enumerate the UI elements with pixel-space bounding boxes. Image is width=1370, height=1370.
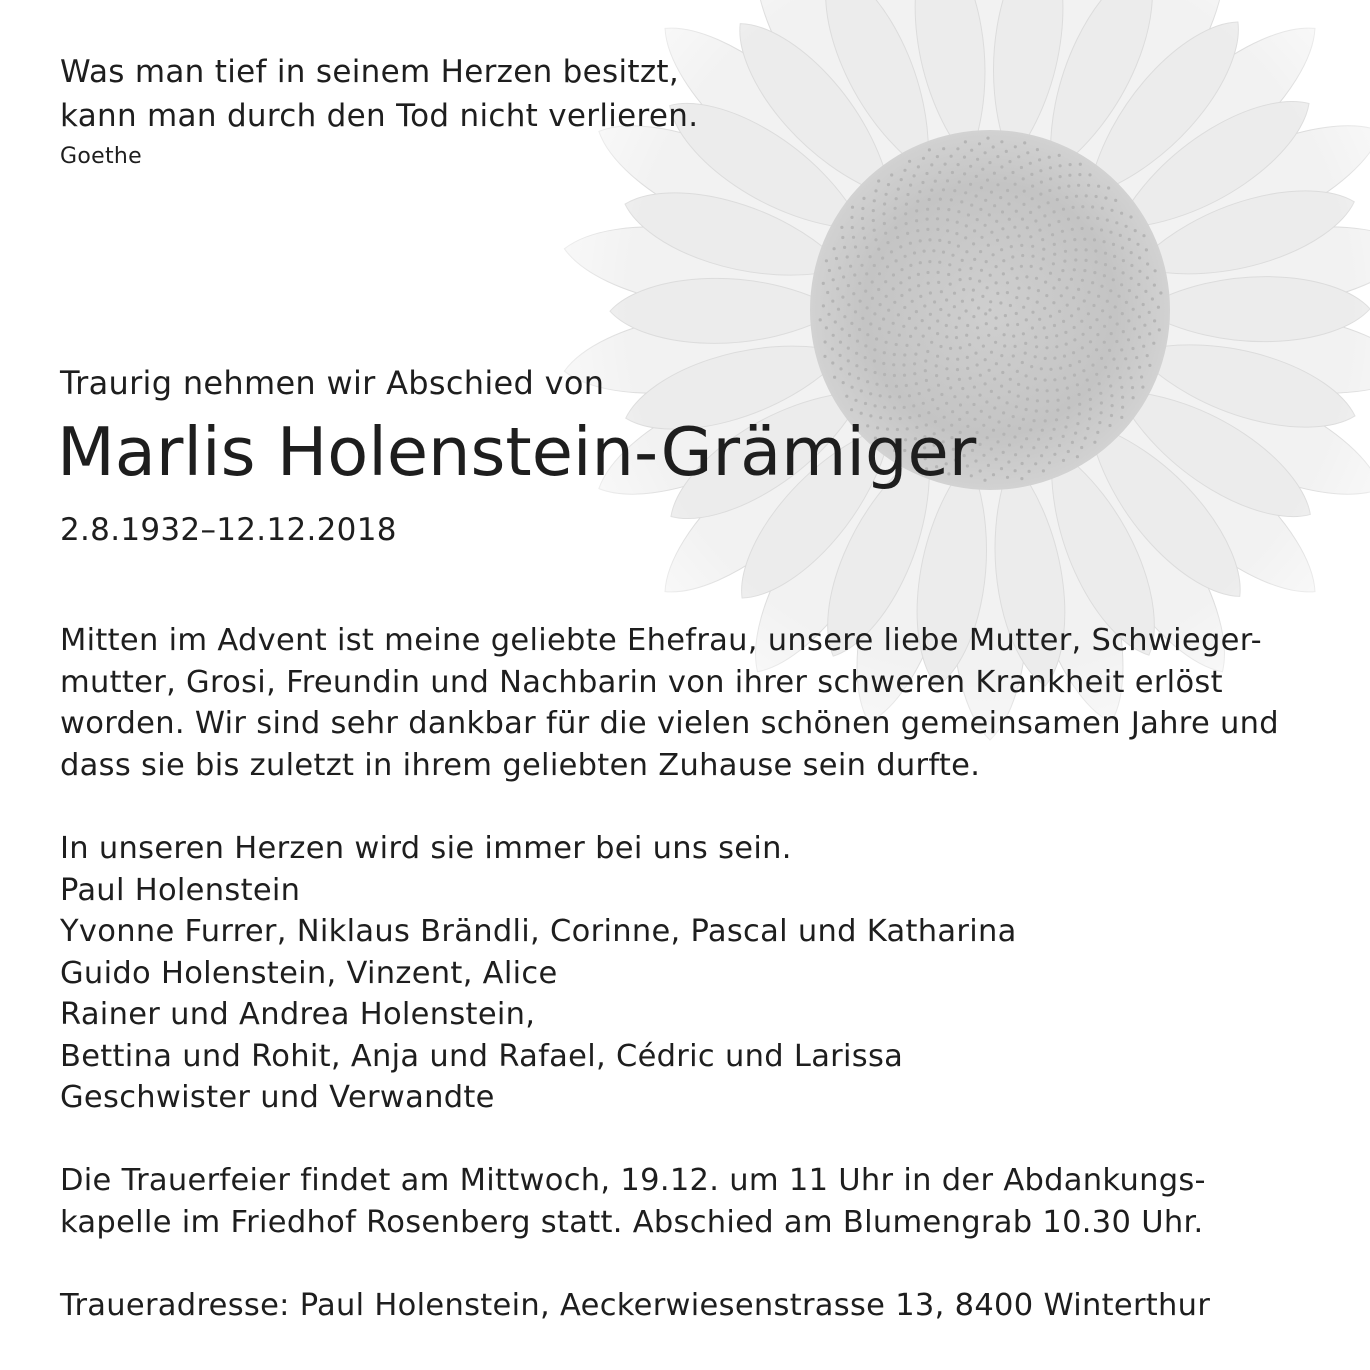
ceremony-line: Die Trauerfeier findet am Mittwoch, 19.12. um 11 Uhr in der Abdankungs- <box>60 1163 1206 1198</box>
ceremony-info <box>60 1160 1206 1243</box>
mourners-line: Yvonne Furrer, Niklaus Brändli, Corinne, Pascal und Katharina <box>60 914 1017 949</box>
mourners-line: Guido Holenstein, Vinzent, Alice <box>60 955 558 991</box>
body-line: dass sie bis zuletzt in ihrem geliebten Zuhause sein durfte. <box>60 747 981 783</box>
mourners-line: Paul Holenstein <box>60 872 301 908</box>
quote-line: kann man durch den Tod nicht verlieren. <box>60 98 699 134</box>
body-line: mutter, Grosi, Freundin und Nachbarin von ihrer schweren Krankheit erlöst <box>60 664 1223 700</box>
obituary-body <box>60 620 1279 786</box>
mourners-line: In unseren Herzen wird sie immer bei uns sein. <box>60 831 792 866</box>
life-dates: 2.8.1932–12.12.2018 <box>60 512 397 548</box>
mourners-list <box>60 828 1017 1119</box>
quote-author: Goethe <box>60 144 142 169</box>
intro-text: Traurig nehmen wir Abschied von <box>60 364 605 402</box>
body-line: worden. Wir sind sehr dankbar für die vielen schönen gemeinsamen Jahre und <box>60 706 1279 741</box>
mourners-line: Geschwister und Verwandte <box>60 1080 495 1115</box>
mourners-line: Bettina und Rohit, Anja und Rafael, Cédric und Larissa <box>60 1038 904 1074</box>
ceremony-line: kapelle im Friedhof Rosenberg statt. Abschied am Blumengrab 10.30 Uhr. <box>60 1204 1204 1240</box>
mourning-address: Traueradresse: Paul Holenstein, Aeckerwiesenstrasse 13, 8400 Winterthur <box>60 1288 1211 1323</box>
deceased-name: Marlis Holenstein-Grämiger <box>57 413 977 491</box>
quote-line: Was man tief in seinem Herzen besitzt, <box>60 54 680 90</box>
body-line: Mitten im Advent ist meine geliebte Ehefrau, unsere liebe Mutter, Schwieger- <box>60 623 1262 658</box>
quote <box>60 50 698 138</box>
mourners-line: Rainer und Andrea Holenstein, <box>60 997 536 1032</box>
